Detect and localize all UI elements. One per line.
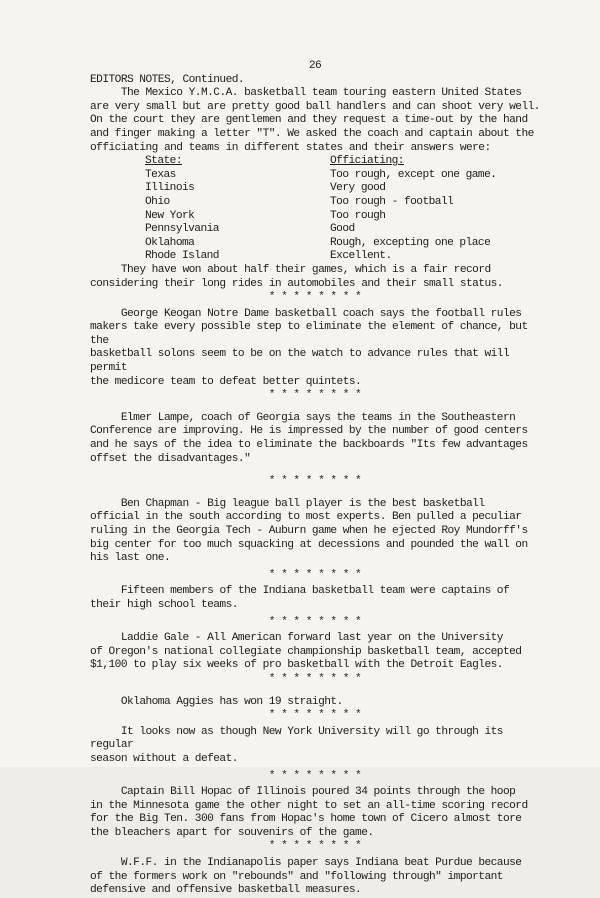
separator: * * * * * * * * <box>268 615 362 628</box>
section-heading: EDITORS NOTES, Continued. <box>90 73 245 86</box>
table-cell-officiating: Too rough, except one game. <box>330 168 497 181</box>
gale-paragraph: Laddie Gale - All American forward last year on the University of Oregon's national collegiate championship basketball team, accepted $1,100 to play six weeks of pro basketball with the Detroit Eagles. <box>90 632 522 672</box>
table-cell-state: New York <box>145 209 195 222</box>
table-cell-state: Oklahoma <box>145 236 195 249</box>
separator: * * * * * * * * <box>268 709 362 722</box>
chapman-paragraph: Ben Chapman - Big league ball player is the best basketball official in the south according to most experts. Ben pulled a peculiar ruling in the Georgia Tech - Auburn game when he ejected Roy Mundorff's big center for too much squacking at decessions and pounded the wall on his last one. <box>90 497 528 565</box>
page-number: 26 <box>308 60 322 72</box>
wff-paragraph: W.F.F. in the Indianapolis paper says Indiana beat Purdue because of the formers work on "rebounds" and "following through" important defensive and offensive basketball measures. <box>90 857 522 897</box>
table-cell-state: Ohio <box>145 195 170 208</box>
table-cell-state: Illinois <box>145 182 195 195</box>
nyu-paragraph: It looks now as though New York University will go through its regular season without a defeat. <box>90 725 503 765</box>
lampe-paragraph: Elmer Lampe, coach of Georgia says the teams in the Southeastern Conference are improving. He is impressed by the number of good centers and he says of the idea to eliminate the backboards "Its few advantages offset the disadvantages." <box>90 411 528 465</box>
separator: * * * * * * * * <box>268 568 362 581</box>
page-content <box>90 60 540 898</box>
separator: * * * * * * * * <box>268 291 362 304</box>
table-header-officiating: Officiating: <box>330 155 404 168</box>
table-cell-officiating: Rough, excepting one place <box>330 236 491 249</box>
separator: * * * * * * * * <box>268 840 362 853</box>
table-cell-officiating: Too rough - football <box>330 195 454 208</box>
table-header-state: State: <box>145 155 182 168</box>
separator: * * * * * * * * <box>268 389 362 402</box>
keogan-paragraph: George Keogan Notre Dame basketball coach says the football rules makers take every possible step to eliminate the element of chance, but the basketball solons seem to be on the watch to advance rules that will permit the medicore team to defeat better quintets. <box>90 307 528 388</box>
table-cell-officiating: Very good <box>330 182 386 195</box>
separator: * * * * * * * * <box>268 769 362 782</box>
table-cell-state: Texas <box>145 168 176 181</box>
separator: * * * * * * * * <box>268 475 362 488</box>
indiana-captains-paragraph: Fifteen members of the Indiana basketball team were captains of their high school teams. <box>90 585 510 611</box>
mexico-closing: They have won about half their games, which is a fair record considering their long rides in automobiles and their small status. <box>90 263 503 290</box>
table-cell-officiating: Too rough <box>330 209 386 222</box>
table-cell-officiating: Excellent. <box>330 250 392 263</box>
table-cell-state: Pennsylvania <box>145 223 219 236</box>
hopac-paragraph: Captain Bill Hopac of Illinois poured 34 points through the hoop in the Minnesota game the other night to set an all-time scoring record for the Big Ten. 300 fans from Hopac's home town of Cicero almost tore the bleachers apart for souvenirs of the game. <box>90 786 528 839</box>
oklahoma-paragraph: Oklahoma Aggies has won 19 straight. <box>90 695 343 708</box>
table-cell-officiating: Good <box>330 223 355 236</box>
separator: * * * * * * * * <box>268 672 362 685</box>
table-cell-state: Rhode Island <box>145 250 219 263</box>
mexico-paragraph: The Mexico Y.M.C.A. basketball team touring eastern United States are very small but are pretty good ball handlers and can shoot very well. On the court they are gentlemen and they request a time-out by the hand and finger making a letter "T". We asked the coach and captain about the officiating and teams in different states and their answers were: <box>90 87 540 154</box>
officiating-table <box>145 155 540 264</box>
